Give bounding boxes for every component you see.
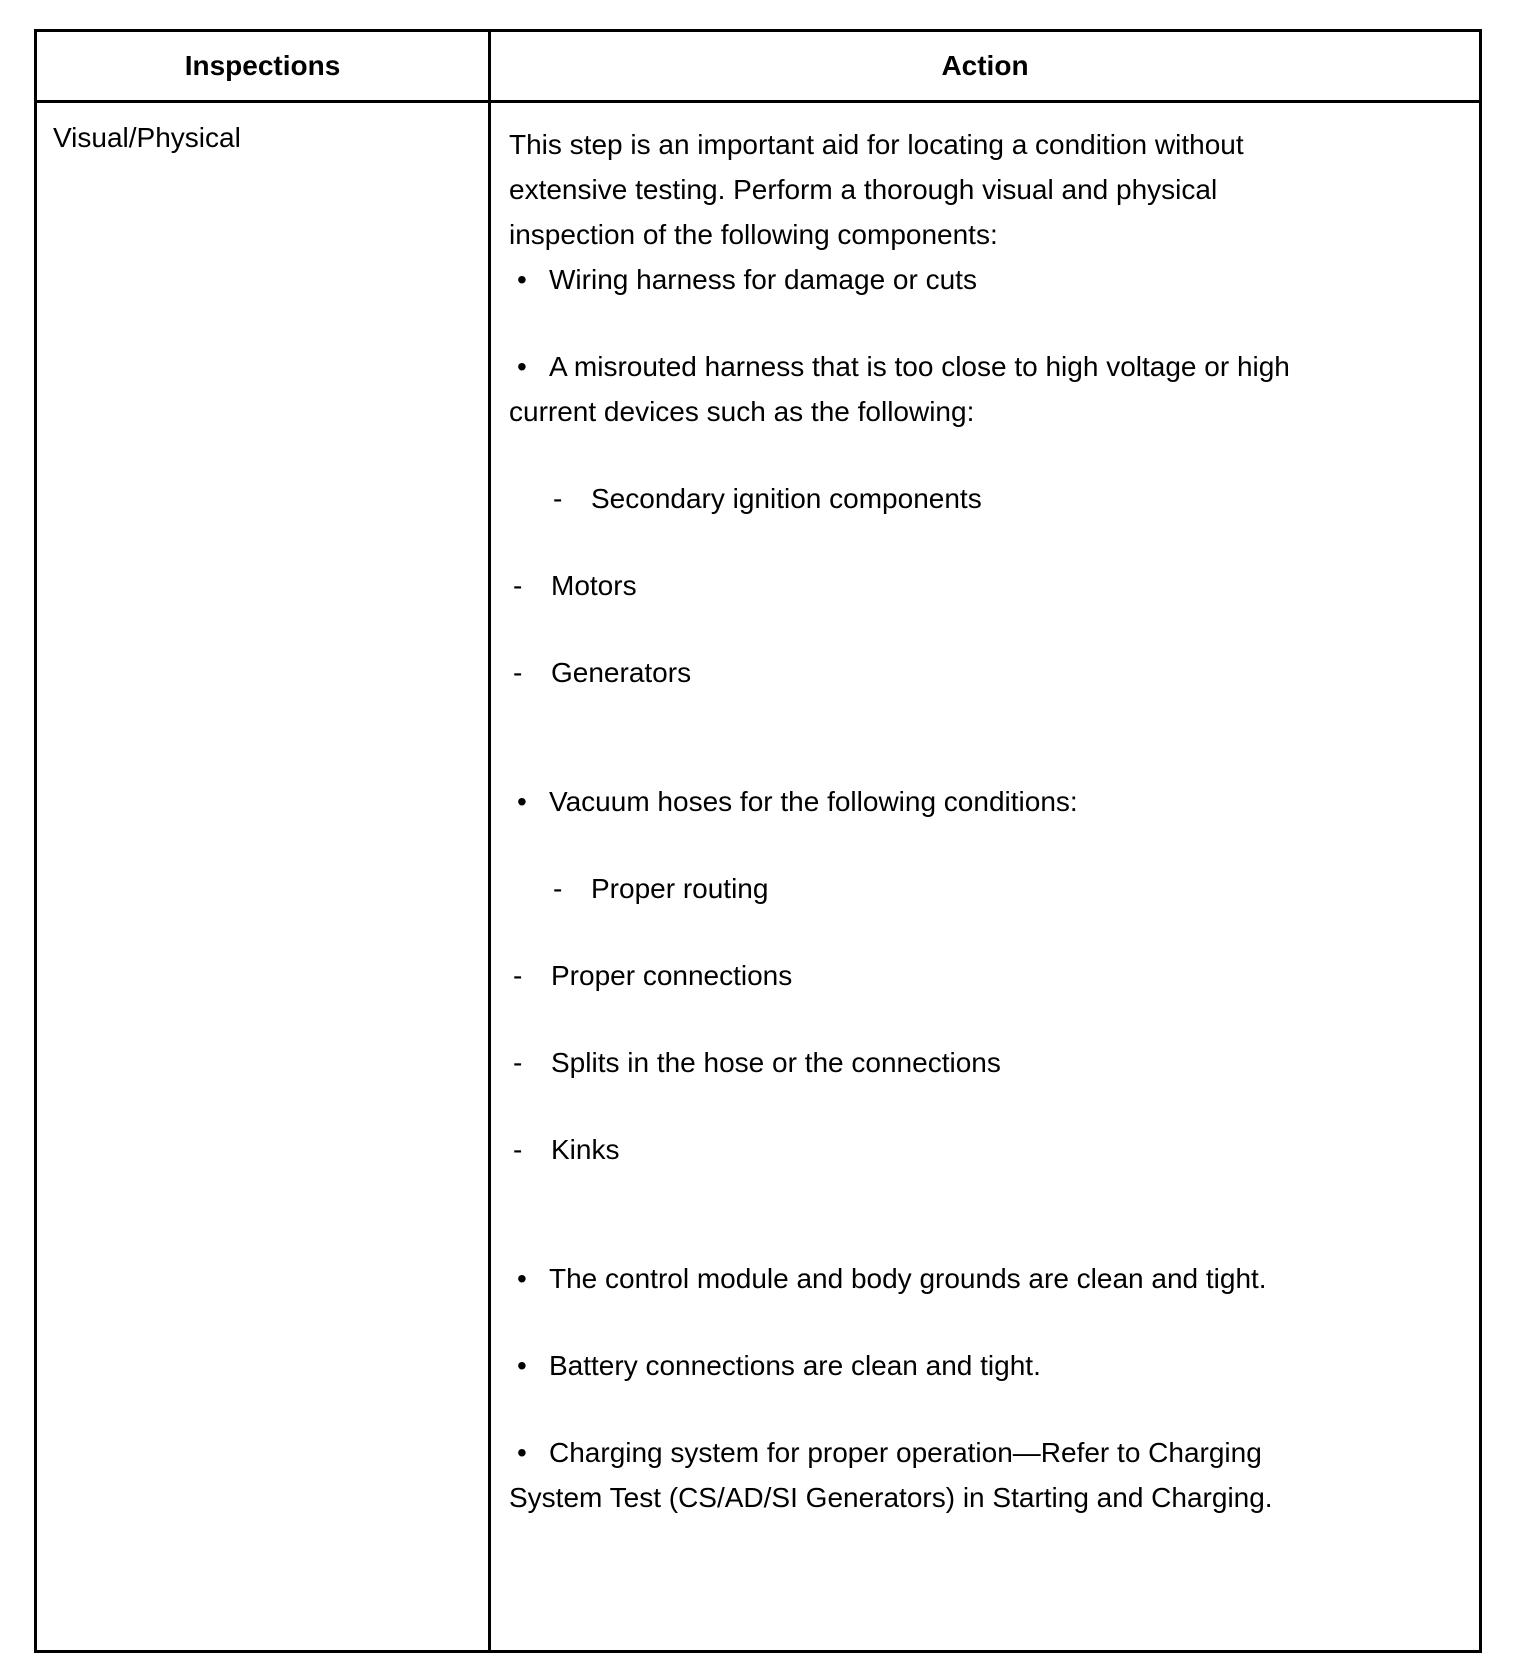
sub-list-item: [509, 476, 1409, 521]
sub-list-item: [509, 1040, 1409, 1085]
sub-list-item-text: Kinks: [551, 1134, 620, 1165]
list-item: [509, 344, 1299, 434]
list-item-text: Charging system for proper operation—Refer to Charging System Test (CS/AD/SI Generators) in Starting and Charging.: [509, 1437, 1273, 1513]
header-action: Action: [941, 50, 1029, 81]
bullet-mark: •: [517, 264, 527, 295]
sub-list-item-text: Generators: [551, 657, 692, 688]
inspection-table: [34, 29, 1482, 1653]
sub-list-item: [509, 563, 1409, 608]
sub-list-item: [509, 953, 1409, 998]
bullet-mark: •: [517, 1437, 527, 1468]
dash-mark: -: [513, 657, 523, 688]
action-cell: [509, 122, 1409, 1520]
dash-mark: -: [553, 483, 563, 514]
dash-mark: -: [513, 1134, 523, 1165]
list-item: [509, 1343, 1409, 1388]
dash-mark: -: [513, 960, 523, 991]
list-item: [509, 1430, 1359, 1520]
bullet-mark: •: [517, 786, 527, 817]
bullet-mark: •: [517, 1350, 527, 1381]
dash-mark: -: [513, 1047, 523, 1078]
inspection-cell: Visual/Physical: [53, 122, 241, 153]
header-rule: [37, 100, 1479, 103]
sub-list-item-text: Proper connections: [551, 960, 793, 991]
list-item-text: Battery connections are clean and tight.: [549, 1350, 1041, 1381]
list-item-text: A misrouted harness that is too close to high voltage or high current devices such as the following:: [509, 351, 1290, 427]
bullet-mark: •: [517, 351, 527, 382]
list-item: [509, 1256, 1409, 1301]
dash-mark: -: [553, 873, 563, 904]
dash-mark: -: [513, 570, 523, 601]
bullet-mark: •: [517, 1263, 527, 1294]
list-item-text: Wiring harness for damage or cuts: [549, 264, 977, 295]
sub-list-item-text: Proper routing: [591, 873, 769, 904]
sub-list-item: [509, 1127, 1409, 1172]
list-item-text: The control module and body grounds are clean and tight.: [549, 1263, 1267, 1294]
list-item: [509, 257, 1409, 302]
header-inspections: Inspections: [184, 50, 341, 81]
sub-list-item-text: Splits in the hose or the connections: [551, 1047, 1001, 1078]
list-item-text: Vacuum hoses for the following conditions:: [549, 786, 1078, 817]
column-divider: [488, 32, 491, 1650]
sub-list-item: [509, 866, 1409, 911]
sub-list-item-text: Secondary ignition components: [591, 483, 982, 514]
sub-list-item: [509, 650, 1409, 695]
list-item: [509, 779, 1409, 824]
sub-list-item-text: Motors: [551, 570, 637, 601]
action-intro: This step is an important aid for locating a condition without extensive testing. Perform a thorough visual and physical inspection of the following components:: [509, 129, 1244, 250]
